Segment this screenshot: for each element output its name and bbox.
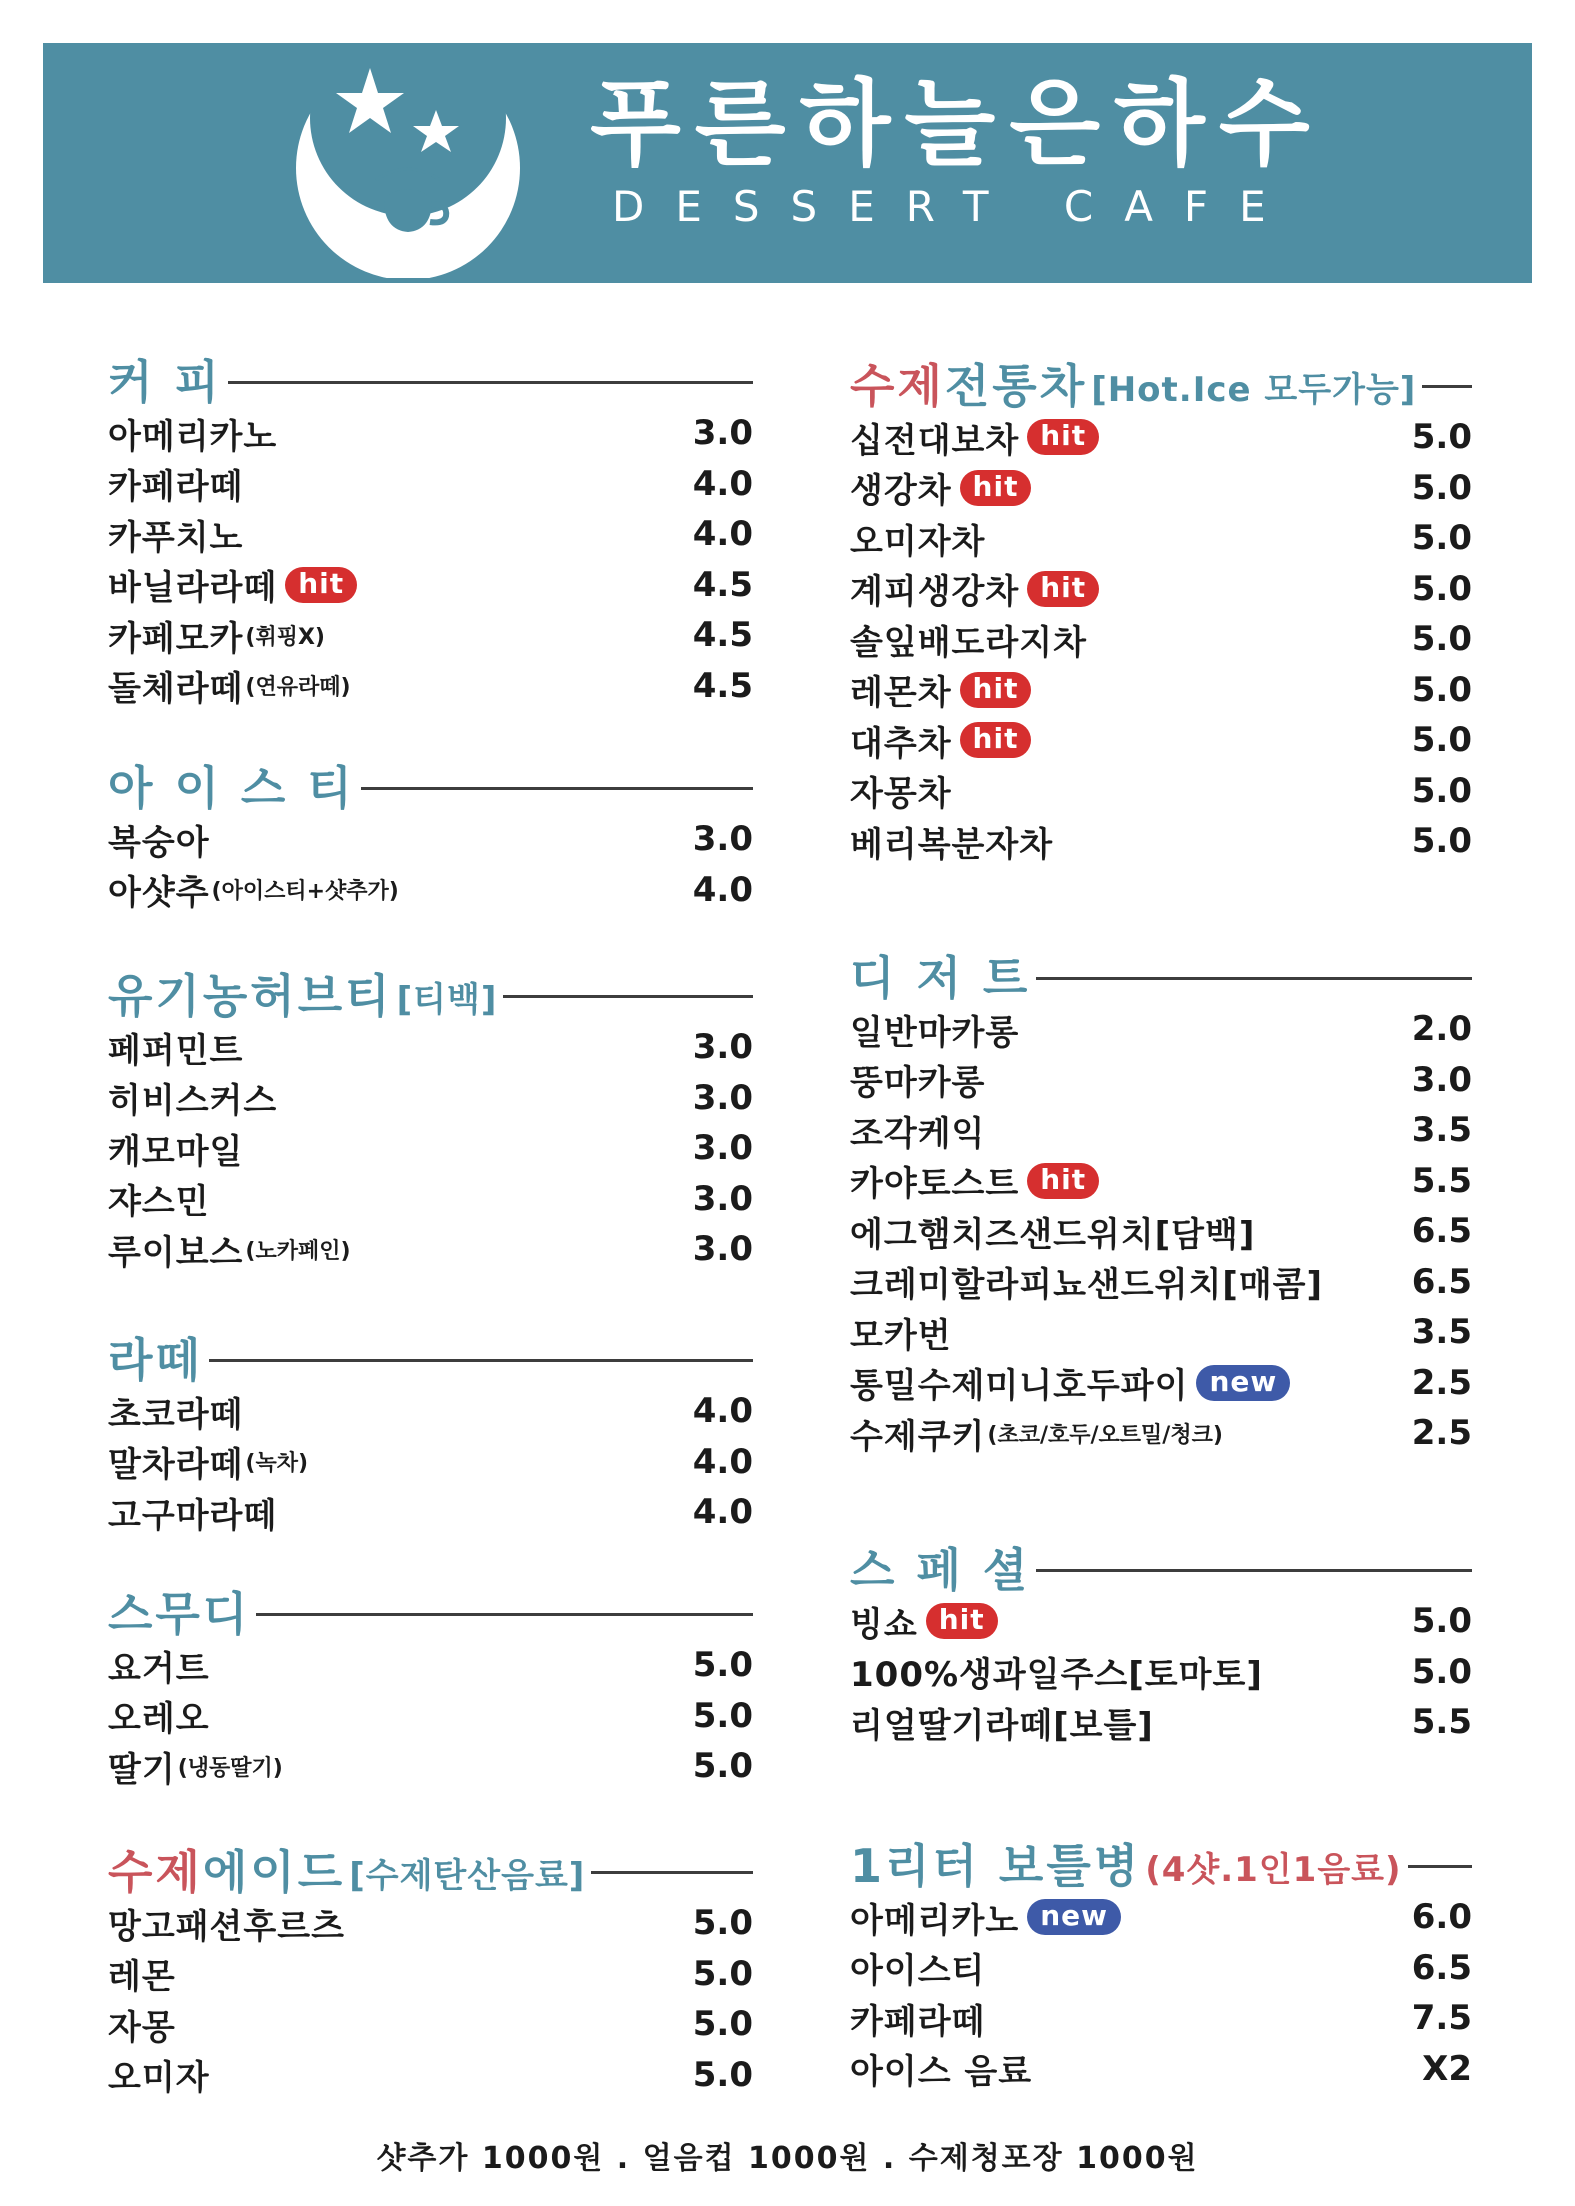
menu-item bbox=[108, 408, 753, 459]
section-title bbox=[108, 1333, 203, 1387]
new-badge: new bbox=[1027, 1899, 1121, 1935]
item-price: 4.0 bbox=[692, 1391, 753, 1432]
section-subtitle: [티백] bbox=[396, 979, 498, 1020]
item-price: 4.5 bbox=[692, 665, 753, 706]
item-name: 망고패션후르츠 bbox=[108, 1906, 345, 1947]
section-subtitle: [Hot.Ice 모두가능] bbox=[1091, 369, 1417, 410]
item-note: (아이스티+샷추가) bbox=[211, 879, 399, 905]
item-price: 6.5 bbox=[1411, 1211, 1472, 1252]
menu-item bbox=[850, 1307, 1472, 1358]
menu-item bbox=[850, 463, 1472, 514]
section-title bbox=[108, 355, 222, 409]
section-title-text: 커 피 bbox=[108, 355, 222, 409]
item-price: 4.5 bbox=[692, 564, 753, 605]
menu-item bbox=[850, 1105, 1472, 1156]
section-divider bbox=[256, 1613, 753, 1616]
section-title bbox=[850, 359, 1088, 413]
menu-item bbox=[850, 1257, 1472, 1308]
item-price: 5.0 bbox=[1411, 1601, 1472, 1642]
item-name: 아이스 음료 bbox=[850, 2052, 1033, 2093]
item-name: 쟈스민 bbox=[108, 1182, 210, 1223]
section-subtitle: (4샷.1인1음료) bbox=[1145, 1849, 1402, 1890]
item-name: 카야토스트 bbox=[850, 1164, 1020, 1205]
section-title-text: 1리터 보틀병 bbox=[850, 1839, 1142, 1893]
item-name: 고구마라떼 bbox=[108, 1495, 278, 1536]
item-name: 아이스티 bbox=[850, 1951, 986, 1992]
item-price: 5.0 bbox=[692, 1746, 753, 1787]
item-price: 5.0 bbox=[1411, 518, 1472, 559]
new-badge: new bbox=[1196, 1365, 1290, 1401]
menu-item bbox=[850, 1697, 1472, 1748]
menu-item bbox=[108, 1487, 753, 1538]
section-title-text: 에이드 bbox=[202, 1845, 346, 1899]
item-price: 5.0 bbox=[692, 1695, 753, 1736]
item-name: 조각케익 bbox=[850, 1113, 986, 1154]
item-name: 계피생강차 bbox=[850, 572, 1020, 613]
item-note: (휘핑X) bbox=[245, 624, 325, 650]
item-price: 5.0 bbox=[1411, 821, 1472, 862]
item-price: 6.5 bbox=[1411, 1261, 1472, 1302]
hit-badge: hit bbox=[926, 1603, 998, 1639]
section-header bbox=[850, 952, 1472, 1004]
item-name: 생강차 bbox=[850, 471, 952, 512]
item-name: 아메리카노 bbox=[850, 1900, 1020, 1941]
section-title bbox=[850, 1839, 1142, 1893]
section-title-accent: 수제 bbox=[108, 1845, 203, 1899]
section-title-accent: 수제 bbox=[850, 359, 945, 413]
item-price: 5.0 bbox=[1411, 1651, 1472, 1692]
menu-item bbox=[850, 1358, 1472, 1409]
item-price: 2.0 bbox=[1411, 1009, 1472, 1050]
section-subtitle: [수제탄산음료] bbox=[349, 1855, 586, 1896]
item-price: 6.0 bbox=[1411, 1897, 1472, 1938]
menu-item bbox=[108, 509, 753, 560]
menu-item bbox=[108, 661, 753, 712]
menu-item bbox=[850, 564, 1472, 615]
item-price: 5.0 bbox=[1411, 669, 1472, 710]
section-latte bbox=[108, 1334, 753, 1538]
item-price: 5.0 bbox=[1411, 568, 1472, 609]
section-title-text: 디 저 트 bbox=[850, 951, 1031, 1005]
item-price: 3.5 bbox=[1411, 1312, 1472, 1353]
section-title bbox=[108, 969, 393, 1023]
item-price: X2 bbox=[1422, 2048, 1472, 2089]
menu-item bbox=[850, 614, 1472, 665]
item-name: 레몬차 bbox=[850, 673, 952, 714]
menu-item bbox=[850, 766, 1472, 817]
item-price: 5.0 bbox=[692, 1903, 753, 1944]
menu-item bbox=[108, 1174, 753, 1225]
section-title bbox=[850, 951, 1031, 1005]
item-name: 레몬 bbox=[108, 1957, 176, 1998]
item-name: 솔잎배도라지차 bbox=[850, 622, 1087, 663]
item-name: 일반마카롱 bbox=[850, 1012, 1020, 1053]
item-name: 카페라떼 bbox=[108, 467, 244, 508]
item-note: (초코/호두/오트밀/청크) bbox=[987, 1422, 1223, 1448]
menu-item bbox=[850, 412, 1472, 463]
item-price: 5.0 bbox=[692, 1645, 753, 1686]
item-price: 4.0 bbox=[692, 463, 753, 504]
item-name: 카페라떼 bbox=[850, 2001, 986, 2042]
section-title-text: 스 페 셜 bbox=[850, 1543, 1031, 1597]
section-divider bbox=[1422, 385, 1472, 388]
item-name: 히비스커스 bbox=[108, 1081, 278, 1122]
item-price: 5.0 bbox=[1411, 467, 1472, 508]
brand-name: 푸른하늘은하수 bbox=[590, 70, 1324, 179]
item-name: 십전대보차 bbox=[850, 420, 1020, 461]
menu-item bbox=[850, 1993, 1472, 2044]
item-price: 3.0 bbox=[692, 1128, 753, 1169]
section-title-text: 전통차 bbox=[944, 359, 1088, 413]
section-header bbox=[108, 1588, 753, 1640]
item-name: 카푸치노 bbox=[108, 517, 244, 558]
item-name: 자몽 bbox=[108, 2007, 176, 2048]
item-name: 오미자 bbox=[108, 2058, 210, 2099]
item-name: 초코라떼 bbox=[108, 1394, 244, 1435]
item-name: 요거트 bbox=[108, 1648, 210, 1689]
menu-item bbox=[108, 1224, 753, 1275]
menu-item bbox=[850, 665, 1472, 716]
item-name: 오미자차 bbox=[850, 521, 986, 562]
menu-item bbox=[108, 1022, 753, 1073]
item-price: 5.0 bbox=[692, 2004, 753, 2045]
item-price: 3.5 bbox=[1411, 1110, 1472, 1151]
section-divider bbox=[228, 381, 753, 384]
item-price: 4.0 bbox=[692, 1492, 753, 1533]
item-name: 아메리카노 bbox=[108, 416, 278, 457]
section-divider bbox=[503, 995, 753, 998]
section-header bbox=[108, 1846, 753, 1898]
hit-badge: hit bbox=[960, 722, 1032, 758]
section-title bbox=[108, 1587, 251, 1641]
item-name: 수제쿠키 bbox=[850, 1416, 986, 1457]
item-name: 바닐라라떼 bbox=[108, 568, 278, 609]
item-name: 리얼딸기라떼[보틀] bbox=[850, 1705, 1154, 1746]
section-bottle bbox=[850, 1840, 1472, 2094]
item-price: 5.5 bbox=[1411, 1160, 1472, 1201]
menu-item bbox=[108, 1386, 753, 1437]
menu-item bbox=[850, 2044, 1472, 2095]
item-price: 3.0 bbox=[692, 1077, 753, 1118]
menu-item bbox=[108, 560, 753, 611]
item-price: 3.0 bbox=[692, 819, 753, 860]
menu-item bbox=[108, 1123, 753, 1174]
hit-badge: hit bbox=[960, 470, 1032, 506]
item-note: (노카페인) bbox=[245, 1238, 351, 1264]
menu-item bbox=[850, 1892, 1472, 1943]
hit-badge: hit bbox=[960, 672, 1032, 708]
item-price: 5.5 bbox=[1411, 1702, 1472, 1743]
item-name: 자몽차 bbox=[850, 774, 952, 815]
menu-item bbox=[108, 2050, 753, 2101]
section-header bbox=[850, 1544, 1472, 1596]
item-name: 말차라떼 bbox=[108, 1445, 244, 1486]
section-title-text: 유기농허브티 bbox=[108, 969, 393, 1023]
menu-item bbox=[850, 1596, 1472, 1647]
item-note: (녹차) bbox=[245, 1451, 309, 1477]
menu-item bbox=[108, 1949, 753, 2000]
item-name: 베리복분자차 bbox=[850, 824, 1054, 865]
item-price: 3.0 bbox=[1411, 1059, 1472, 1100]
section-ade bbox=[108, 1846, 753, 2100]
section-header bbox=[108, 970, 753, 1022]
section-divider bbox=[209, 1359, 753, 1362]
item-name: 복숭아 bbox=[108, 822, 210, 863]
menu-item bbox=[850, 1156, 1472, 1207]
section-header bbox=[108, 356, 753, 408]
section-header bbox=[850, 1840, 1472, 1892]
item-name: 대추차 bbox=[850, 723, 952, 764]
menu-item bbox=[850, 1206, 1472, 1257]
section-divider bbox=[361, 787, 753, 790]
footer-note: 샷추가 1000원 . 얼음컵 1000원 . 수제청포장 1000원 bbox=[376, 2141, 1199, 2176]
section-header bbox=[108, 762, 753, 814]
item-name: 크레미할라피뇨샌드위치[매콤] bbox=[850, 1265, 1324, 1306]
menu-item bbox=[108, 610, 753, 661]
section-divider bbox=[1036, 977, 1472, 980]
menu-item bbox=[850, 715, 1472, 766]
item-price: 4.0 bbox=[692, 869, 753, 910]
item-price: 3.0 bbox=[692, 1229, 753, 1270]
item-name: 오레오 bbox=[108, 1699, 210, 1740]
item-name: 페퍼민트 bbox=[108, 1030, 244, 1071]
brand-subtitle: DESSERT CAFE bbox=[612, 182, 1297, 231]
menu-item bbox=[850, 816, 1472, 867]
item-name: 카페모카 bbox=[108, 618, 244, 659]
section-title-text: 아 이 스 티 bbox=[108, 761, 355, 815]
section-title bbox=[850, 1543, 1031, 1597]
moon-star-cup-logo bbox=[266, 58, 546, 278]
item-name: 캐모마일 bbox=[108, 1131, 244, 1172]
menu-item bbox=[108, 1437, 753, 1488]
menu-item bbox=[850, 1055, 1472, 1106]
item-price: 3.0 bbox=[692, 1027, 753, 1068]
item-price: 5.0 bbox=[692, 1953, 753, 1994]
hit-badge: hit bbox=[1027, 419, 1099, 455]
hit-badge: hit bbox=[285, 567, 357, 603]
item-note: (냉동딸기) bbox=[177, 1755, 283, 1781]
menu-item bbox=[850, 1408, 1472, 1459]
item-price: 2.5 bbox=[1411, 1362, 1472, 1403]
item-price: 4.0 bbox=[692, 514, 753, 555]
item-name: 루이보스 bbox=[108, 1232, 244, 1273]
item-price: 3.0 bbox=[692, 1178, 753, 1219]
section-coffee bbox=[108, 356, 753, 711]
item-price: 2.5 bbox=[1411, 1413, 1472, 1454]
section-dessert bbox=[850, 952, 1472, 1459]
item-note: (연유라떼) bbox=[245, 675, 351, 701]
item-name: 딸기 bbox=[108, 1749, 176, 1790]
item-name: 아샷추 bbox=[108, 873, 210, 914]
section-divider bbox=[1408, 1865, 1472, 1868]
menu-item bbox=[108, 1741, 753, 1792]
section-title-text: 스무디 bbox=[108, 1587, 251, 1641]
item-name: 돌체라떼 bbox=[108, 669, 244, 710]
menu-item bbox=[108, 1898, 753, 1949]
section-divider bbox=[591, 1871, 753, 1874]
section-special bbox=[850, 1544, 1472, 1748]
section-icetea bbox=[108, 762, 753, 915]
item-name: 모카번 bbox=[850, 1315, 952, 1356]
item-name: 뚱마카롱 bbox=[850, 1063, 986, 1104]
section-title-text: 라떼 bbox=[108, 1333, 203, 1387]
menu-item bbox=[850, 1647, 1472, 1698]
section-header bbox=[850, 360, 1472, 412]
section-title bbox=[108, 1845, 346, 1899]
item-name: 100%생과일주스[토마토] bbox=[850, 1655, 1263, 1696]
item-price: 5.0 bbox=[1411, 619, 1472, 660]
item-price: 5.0 bbox=[1411, 770, 1472, 811]
menu-item bbox=[108, 1691, 753, 1742]
menu-item bbox=[108, 865, 753, 916]
menu-item bbox=[108, 1999, 753, 2050]
section-herbtea bbox=[108, 970, 753, 1275]
item-price: 7.5 bbox=[1411, 1998, 1472, 2039]
item-name: 통밀수제미니호두파이 bbox=[850, 1366, 1189, 1407]
menu-item bbox=[108, 814, 753, 865]
menu-item bbox=[850, 1943, 1472, 1994]
item-price: 3.0 bbox=[692, 413, 753, 454]
hit-badge: hit bbox=[1027, 1163, 1099, 1199]
section-divider bbox=[1036, 1569, 1472, 1572]
menu-item bbox=[850, 1004, 1472, 1055]
menu-item bbox=[108, 1073, 753, 1124]
section-title bbox=[108, 761, 355, 815]
item-price: 5.0 bbox=[1411, 417, 1472, 458]
item-price: 4.5 bbox=[692, 615, 753, 656]
section-header bbox=[108, 1334, 753, 1386]
hit-badge: hit bbox=[1027, 571, 1099, 607]
item-price: 5.0 bbox=[692, 2054, 753, 2095]
item-price: 6.5 bbox=[1411, 1947, 1472, 1988]
menu-item bbox=[850, 513, 1472, 564]
item-price: 4.0 bbox=[692, 1441, 753, 1482]
item-price: 5.0 bbox=[1411, 720, 1472, 761]
item-name: 에그햄치즈샌드위치[담백] bbox=[850, 1214, 1256, 1255]
menu-item bbox=[108, 459, 753, 510]
item-name: 빙쇼 bbox=[850, 1604, 918, 1645]
section-tradtea bbox=[850, 360, 1472, 867]
menu-item bbox=[108, 1640, 753, 1691]
section-smoothie bbox=[108, 1588, 753, 1792]
